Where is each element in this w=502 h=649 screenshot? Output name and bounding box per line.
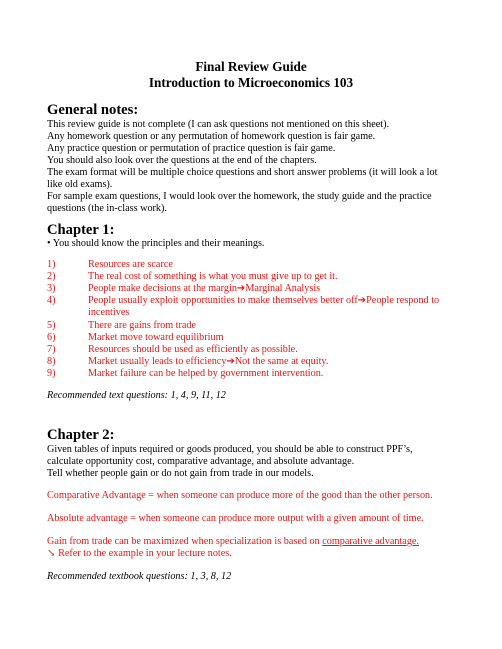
general-note-line: Any homework question or any permutation of homework question is fair game. (47, 131, 376, 142)
principle-number: 5) (47, 320, 56, 331)
comparative-advantage-definition: Comparative Advantage = when someone can produce more of the good than the other person. (47, 490, 433, 501)
chapter-2-line: calculate opportunity cost, comparative advantage, and absolute advantage. (47, 456, 355, 467)
chapter-2-heading: Chapter 2: (47, 427, 115, 443)
principle-text: Resources are scarce (88, 259, 173, 270)
lecture-notes-reference: ↘ Refer to the example in your lecture notes. (47, 548, 232, 559)
general-note-line: The exam format will be multiple choice questions and short answer problems (it will look a lot (47, 167, 438, 178)
arrow-right-icon: ➔ (236, 283, 246, 294)
general-note-line: This review guide is not complete (I can ask questions not mentioned on this sheet). (47, 119, 390, 130)
principle-number: 9) (47, 368, 56, 379)
principle-item (88, 295, 439, 307)
gain-from-trade-text: Gain from trade can be maximized when specialization is based on (47, 536, 323, 547)
principle-number: 2) (47, 271, 56, 282)
general-note-line: You should also look over the questions at the end of the chapters. (47, 155, 317, 166)
general-note-line: Any practice question or permutation of practice question is fair game. (47, 143, 336, 154)
comparative-advantage-underlined: comparative advantage. (322, 536, 419, 547)
general-note-line: like old exams). (47, 179, 113, 190)
principle-number: 7) (47, 344, 56, 355)
principle-item (88, 356, 328, 368)
arrow-right-icon: ➔ (357, 295, 367, 306)
chapter-2-recommended: Recommended textbook questions: 1, 3, 8, 12 (47, 571, 232, 582)
principle-text: People usually exploit opportunities to make themselves better off (88, 295, 358, 306)
principle-item (88, 283, 320, 295)
principle-text: Market usually leads to efficiency (88, 356, 227, 367)
principle-continuation: incentives (88, 307, 130, 318)
principle-text: Market failure can be helped by government intervention. (88, 368, 324, 379)
principle-text: People make decisions at the margin (88, 283, 237, 294)
principle-text: Market move toward equilibrium (88, 332, 224, 343)
page-title: Final Review Guide (195, 59, 307, 74)
chapter-1-intro: • You should know the principles and their meanings. (47, 238, 265, 249)
principle-arrow-text: Marginal Analysis (245, 283, 321, 294)
arrow-right-icon: ➔ (226, 356, 235, 367)
principle-number: 6) (47, 332, 56, 343)
chapter-1-recommended: Recommended text questions: 1, 4, 9, 11, 12 (47, 390, 226, 401)
principle-text: The real cost of something is what you must give up to get it. (88, 271, 338, 282)
principle-number: 3) (47, 283, 56, 294)
principle-arrow-text: People respond to (366, 295, 440, 306)
principle-text: Resources should be used as efficiently as possible. (88, 344, 298, 355)
chapter-2-line: Given tables of inputs required or goods produced, you should be able to construct PPF’s, (47, 444, 413, 455)
general-note-line: questions (the in-class work). (47, 203, 167, 214)
general-notes-heading: General notes: (47, 102, 139, 118)
principle-number: 4) (47, 295, 56, 306)
principle-text: There are gains from trade (88, 320, 197, 331)
chapter-2-line: Tell whether people gain or do not gain from trade in our models. (47, 468, 314, 479)
general-note-line: For sample exam questions, I would look over the homework, the study guide and the practice (47, 191, 432, 202)
absolute-advantage-definition: Absolute advantage = when someone can produce more output with a given amount of time. (47, 513, 424, 524)
principle-number: 8) (47, 356, 56, 367)
principle-arrow-text: Not the same at equity. (234, 356, 329, 367)
principle-number: 1) (47, 259, 56, 270)
gain-from-trade-note (47, 536, 419, 548)
chapter-1-heading: Chapter 1: (47, 222, 115, 238)
page-subtitle: Introduction to Microeconomics 103 (148, 75, 354, 90)
